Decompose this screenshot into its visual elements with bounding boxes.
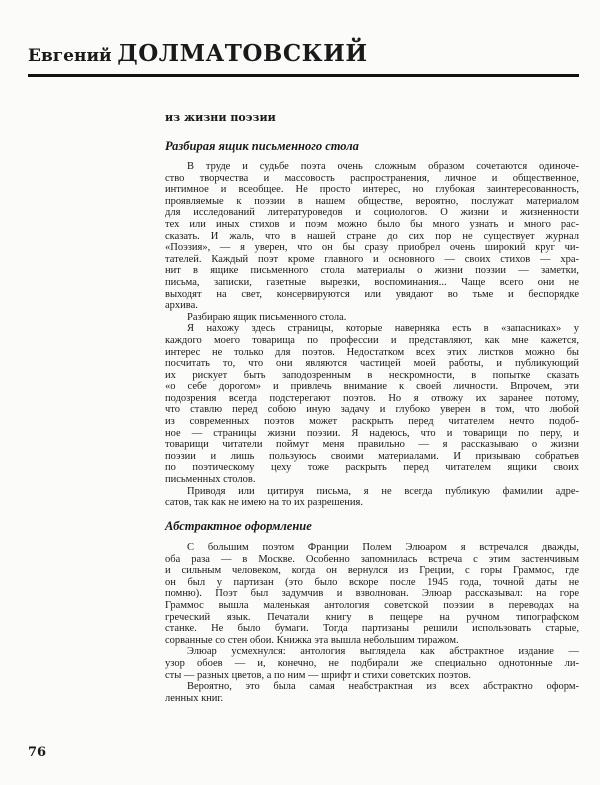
text-line: ство творчества и массовость распространения, личное и общественное, <box>165 172 579 184</box>
text-line: ленных книг. <box>165 692 224 704</box>
text-line: он был у партизан (это было вскоре после 1945 года, точной даты не <box>165 576 579 588</box>
text-line: Элюар усмехнулся: антология выглядела как абстрактное издание — <box>187 646 579 658</box>
text-line: их рискует быть заподозренным в нескромности, в попытке сказать <box>165 369 579 381</box>
text-line: архива. <box>165 300 198 312</box>
text-line: С большим поэтом Франции Полем Элюаром я встречался дважды, <box>187 542 579 553</box>
paragraph <box>165 646 579 681</box>
text-line: каждого моего товарища по профессии и представляют, как мне кажется, <box>165 334 579 346</box>
paragraph <box>165 681 579 704</box>
text-line: станке. Не было бумаги. Тогда партизаны решили использовать старые, <box>165 623 579 635</box>
section-title: из жизни поэзии <box>165 111 276 124</box>
text-line: по поэтическому цеху тоже раскрыть перед читателем ящики своих <box>165 462 579 474</box>
text-line: тателей. Каждый поэт кроме главного и основного — своих стихов — хра- <box>165 253 579 265</box>
text-line: что ставлю перед собою иную задачу и глубоко уверен в том, что любой <box>165 404 579 416</box>
text-line: «о себе дорогом» и привлечь внимание к своей личности. Впрочем, эти <box>165 381 579 393</box>
text-line: сказать. И жаль, что в нашей стране до сих пор не существует журнал <box>165 230 579 242</box>
text-line: и сильным человеком, когда он вернулся из Греции, с горы Граммос, где <box>165 565 579 577</box>
text-line: письма, записки, газетные вырезки, воспоминания... Чаще всего они не <box>165 276 579 288</box>
paragraph <box>165 161 579 312</box>
text-line: письменных столов. <box>165 474 256 486</box>
text-line: нит в ящике письменного стола материалы о жизни поэзии — заметки, <box>165 265 579 277</box>
text-line: сорванные со стен обои. Книжка эта вышла небольшим тиражом. <box>165 634 459 646</box>
page-number: 76 <box>28 745 47 760</box>
subsection-body <box>165 542 579 704</box>
text-line: В труде и судьбе поэта очень сложным образом сочетаются одиноче- <box>187 161 579 172</box>
text-line: тех или иных стихов и поэм можно было бы много узнать и много рас- <box>165 218 579 230</box>
paragraph <box>165 542 579 646</box>
text-line: из современных поэтов может раскрыть перед читателем нечто подоб- <box>165 416 579 428</box>
text-line: для исследований литературоведов и социологов. О жизни и жизненности <box>165 207 579 219</box>
text-line: ное — страницы жизни поэзии. Я надеюсь, что и товарищи по перу, и <box>165 427 579 439</box>
text-line: сатов, так как не имею на то их разрешения. <box>165 497 363 509</box>
author-first-name: Евгений <box>28 46 112 66</box>
text-line: товарищи читатели поймут меня правильно — я рассказываю о жизни <box>165 439 579 451</box>
text-line: подозрения всегда подстерегают поэтов. Но я отвожу их заранее потому, <box>165 392 579 404</box>
author-header <box>28 40 368 67</box>
text-line: Приводя или цитируя письма, я не всегда публикую фамилии адре- <box>187 485 579 497</box>
text-line: Разбираю ящик письменного стола. <box>187 311 347 323</box>
text-line: «Поэзия», — я уверен, что он бы сразу приобрел очень широкий круг чи- <box>165 242 579 254</box>
text-line: Вероятно, это была самая неабстрактная из всех абстрактно оформ- <box>187 681 579 693</box>
paragraph <box>165 323 579 485</box>
text-line: интимное и всеобщее. Не просто интерес, но глубокая заинтересованность, <box>165 184 579 196</box>
subsection-title: Абстрактное оформление <box>165 519 312 533</box>
text-line: Граммос вышла маленькая антология советской поэзии в переводах на <box>165 599 579 611</box>
text-line: узор обоев — и, конечно, не подбирали же специально однотонные ли- <box>165 657 579 669</box>
paragraph <box>165 486 579 509</box>
paragraph <box>165 312 579 324</box>
text-line: проявляемые к поэзии в нашем обществе, вероятно, послужат материалом <box>165 195 579 207</box>
subsection-body <box>165 161 579 509</box>
text-line: помню). Поэт был задумчив и взволнован. Элюар рассказывал: на горе <box>165 588 579 600</box>
text-line: поэзии и лишь пользуюсь своими материалами. И призываю собратьев <box>165 450 579 462</box>
header-rule <box>28 74 579 77</box>
text-line: выходят на свет, консервируются или увядают во тьме и беспорядке <box>165 288 579 300</box>
text-line: посчитать то, что они являются частицей моей работы, и публикующий <box>165 358 579 370</box>
text-line: сты — разных цветов, а по ним — шрифт и стихи советских поэтов. <box>165 669 471 681</box>
text-line: интерес не только для поэтов. Недостатком всех этих листков можно бы <box>165 346 579 358</box>
text-line: Я нахожу здесь страницы, которые наверняка есть в «запасниках» у <box>187 323 579 335</box>
text-line: оба раза — в Москве. Особенно запомнилась встреча с этим застенчивым <box>165 553 579 565</box>
text-line: греческий язык. Печатали книгу в пещере на ручном типографском <box>165 611 579 623</box>
author-last-name: ДОЛМАТОВСКИЙ <box>117 40 368 67</box>
subsection-title: Разбирая ящик письменного стола <box>165 139 359 153</box>
